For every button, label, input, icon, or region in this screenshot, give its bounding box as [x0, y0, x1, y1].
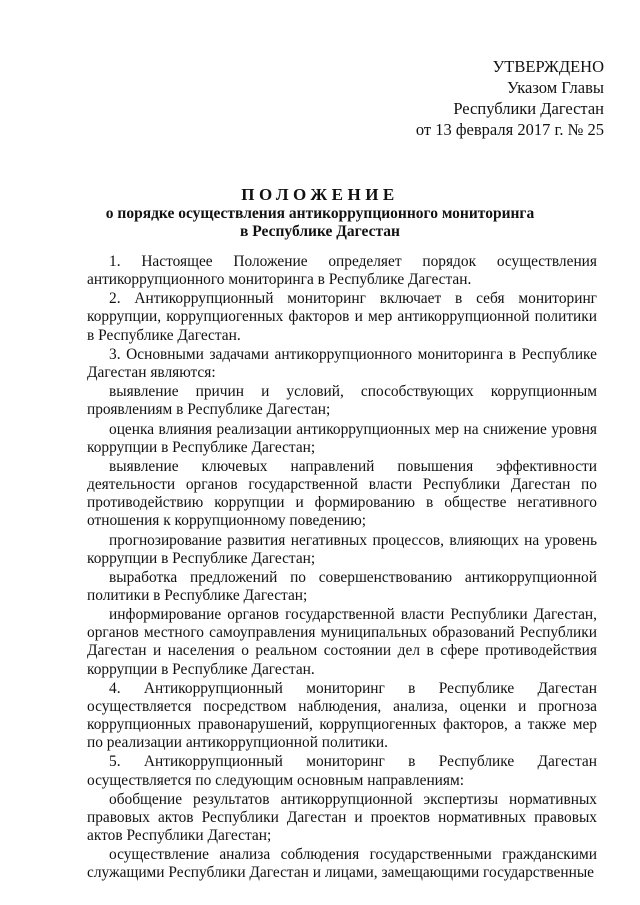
approval-decree: Указом Главы — [507, 78, 604, 97]
approval-republic: Республики Дагестан — [453, 99, 604, 118]
document-body — [87, 253, 597, 884]
paragraph-3: 3. Основными задачами антикоррупционного мониторинга в Республике Дагестан являются: — [87, 345, 597, 381]
paragraph-4: 4. Антикоррупционный мониторинг в Республике Дагестан осуществляется посредством наблюдения, анализа, оценки и прогноза коррупционных правонарушений, коррупциогенных факторов, а также мер по реализации антикоррупционной политики. — [87, 679, 597, 752]
paragraph-3-item-4: прогнозирование развития негативных процессов, влияющих на уровень коррупции в Республике Дагестан; — [87, 531, 597, 567]
paragraph-5-item-1: обобщение результатов антикоррупционной экспертизы нормативных правовых актов Республики Дагестан и проектов нормативных правовых актов Республики Дагестан; — [87, 790, 597, 844]
paragraph-1: 1. Настоящее Положение определяет порядок осуществления антикоррупционного мониторинга в Республике Дагестан. — [87, 253, 597, 289]
paragraph-2: 2. Антикоррупционный мониторинг включает в себя мониторинг коррупции, коррупциогенных факторов и мер антикоррупционной политики в Республике Дагестан. — [87, 290, 597, 344]
paragraph-3-item-5: выработка предложений по совершенствованию антикоррупционной политики в Республике Дагестан; — [87, 568, 597, 604]
paragraph-3-item-6: информирование органов государственной власти Республики Дагестан, органов местного самоуправления муниципальных образований Республики Дагестан и населения о реальном состоянии дел в сфере противодействия коррупции в Республике Дагестан. — [87, 606, 597, 678]
approval-stamp — [416, 56, 604, 140]
approval-title: УТВЕРЖДЕНО — [492, 57, 604, 76]
paragraph-3-item-2: оценка влияния реализации антикоррупционных мер на снижение уровня коррупции в Республике Дагестан; — [87, 420, 597, 456]
paragraph-5-item-2: осуществление анализа соблюдения государственными гражданскими служащими Республики Дагестан и лицами, замещающими государственные — [87, 846, 597, 882]
paragraph-3-item-3: выявление ключевых направлений повышения эффективности деятельности органов государственной власти Республики Дагестан по противодействию коррупции и формированию в обществе негативного отношения к коррупционному поведению; — [87, 457, 597, 530]
document-subtitle-line-2: в Республике Дагестан — [240, 223, 400, 240]
paragraph-3-item-1: выявление причин и условий, способствующих коррупционным проявлениям в Республике Дагестан; — [87, 383, 597, 419]
document-title — [0, 184, 640, 241]
document-subtitle-line-1: о порядке осуществления антикоррупционного мониторинга — [105, 205, 535, 222]
paragraph-5: 5. Антикоррупционный мониторинг в Республике Дагестан осуществляется по следующим основным направлениям: — [87, 753, 597, 789]
document-heading: ПОЛОЖЕНИЕ — [241, 185, 399, 204]
approval-date: от 13 февраля 2017 г. № 25 — [415, 120, 604, 139]
